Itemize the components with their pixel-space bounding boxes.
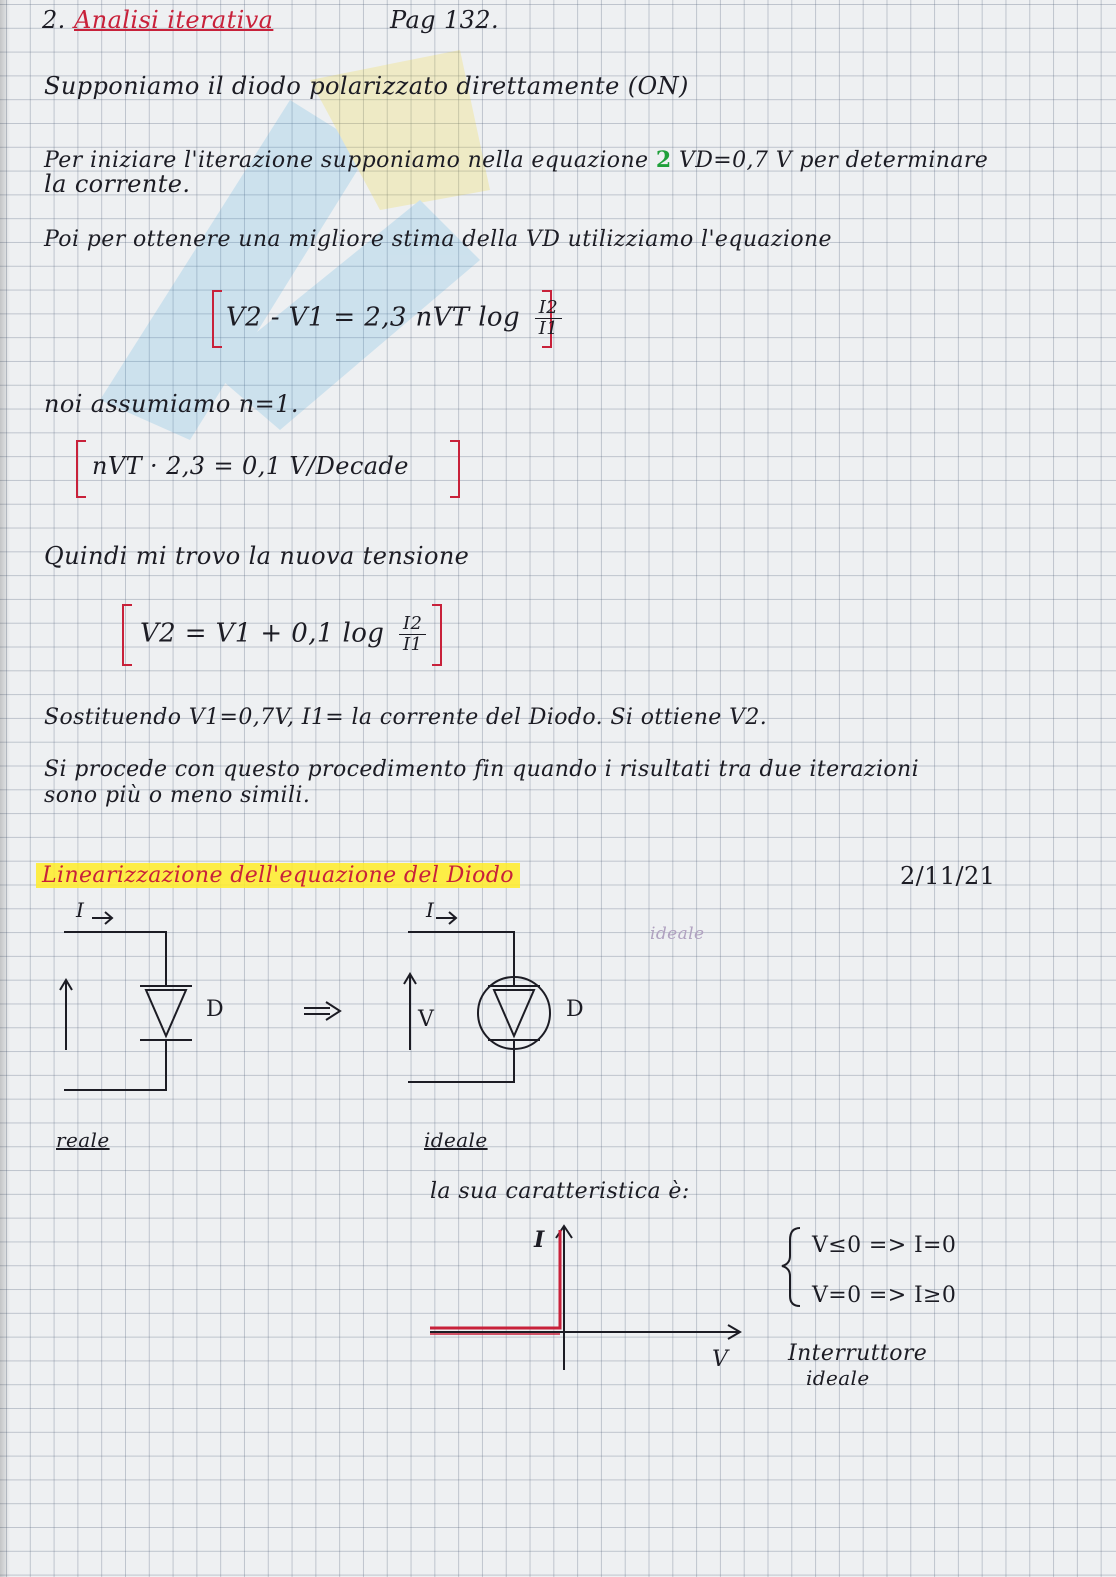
equation-1-left: V2 - V1 = 2,3 nVT log [226,302,521,333]
section-date: 2/11/21 [900,862,996,890]
text-line-1: Supponiamo il diodo polarizzato direttamente (ON) [44,72,689,100]
equation-1-numerator: I2 [535,298,562,319]
ideal-voltage-label: V [418,1007,435,1032]
text-line-9: sono più o meno simili. [44,783,311,808]
ideal-diode-label: D [566,997,585,1022]
real-circuit-wire [64,932,166,1090]
condition-2: V=0 => I≥0 [812,1283,957,1308]
real-diode-label: D [206,997,225,1022]
section-title: Analisi iterativa [74,6,274,34]
conditions-brace [782,1228,800,1306]
implies-arrow [304,1002,340,1020]
text-line-6: Quindi mi trovo la nuova tensione [44,542,470,570]
faint-ideal-note: ideale [650,924,705,944]
real-circuit-caption: reale [56,1128,110,1152]
ideal-current-label: I [426,898,435,922]
condition-1: V≤0 => I=0 [812,1233,957,1258]
ideal-current-arrow [436,912,456,924]
text-line-5: noi assumiamo n=1. [44,390,299,418]
real-current-arrow [92,912,112,924]
highlighted-heading: Linearizzazione dell'equazione del Diodo [36,863,520,888]
equation-3-left: V2 = V1 + 0,1 log [140,618,385,649]
text-line-2a: Per iniziare l'iterazione supponiamo nella equazione [44,148,649,173]
text-line-3: la corrente. [44,170,191,198]
graph-x-label: V [712,1347,729,1372]
equation-2: nVT · 2,3 = 0,1 V/Decade [92,452,409,480]
text-line-7: Sostituendo V1=0,7V, I1= la corrente del Diodo. Si ottiene V2. [44,705,768,730]
characteristic-intro: la sua caratteristica è: [430,1179,690,1204]
equation-ref-number: 2 [655,147,672,173]
switch-caption: Interruttore [788,1341,928,1366]
text-line-2b: VD=0,7 V per determinare [678,148,989,173]
text-line-4: Poi per ottenere una migliore stima della VD utilizziamo l'equazione [44,227,832,252]
ideal-voltage-arrow [404,974,416,1050]
equation-1-denominator: I1 [538,318,559,339]
section-number: 2. [42,6,66,34]
real-diode-symbol [140,986,192,1040]
equation-3-numerator: I2 [399,614,426,635]
ideal-characteristic-graph [430,1226,740,1370]
graph-y-label: I [534,1227,545,1253]
real-current-label: I [76,898,85,922]
switch-caption-2: ideale [806,1366,870,1390]
page-reference: Pag 132. [390,6,500,34]
equation-3-denominator: I1 [402,634,423,655]
real-voltage-arrow [60,980,72,1050]
ideal-circuit-caption: ideale [424,1128,488,1152]
text-line-8: Si procede con questo procedimento fin quando i risultati tra due iterazioni [44,757,920,782]
ideal-diode-symbol [478,977,550,1049]
y-axis [556,1226,572,1370]
